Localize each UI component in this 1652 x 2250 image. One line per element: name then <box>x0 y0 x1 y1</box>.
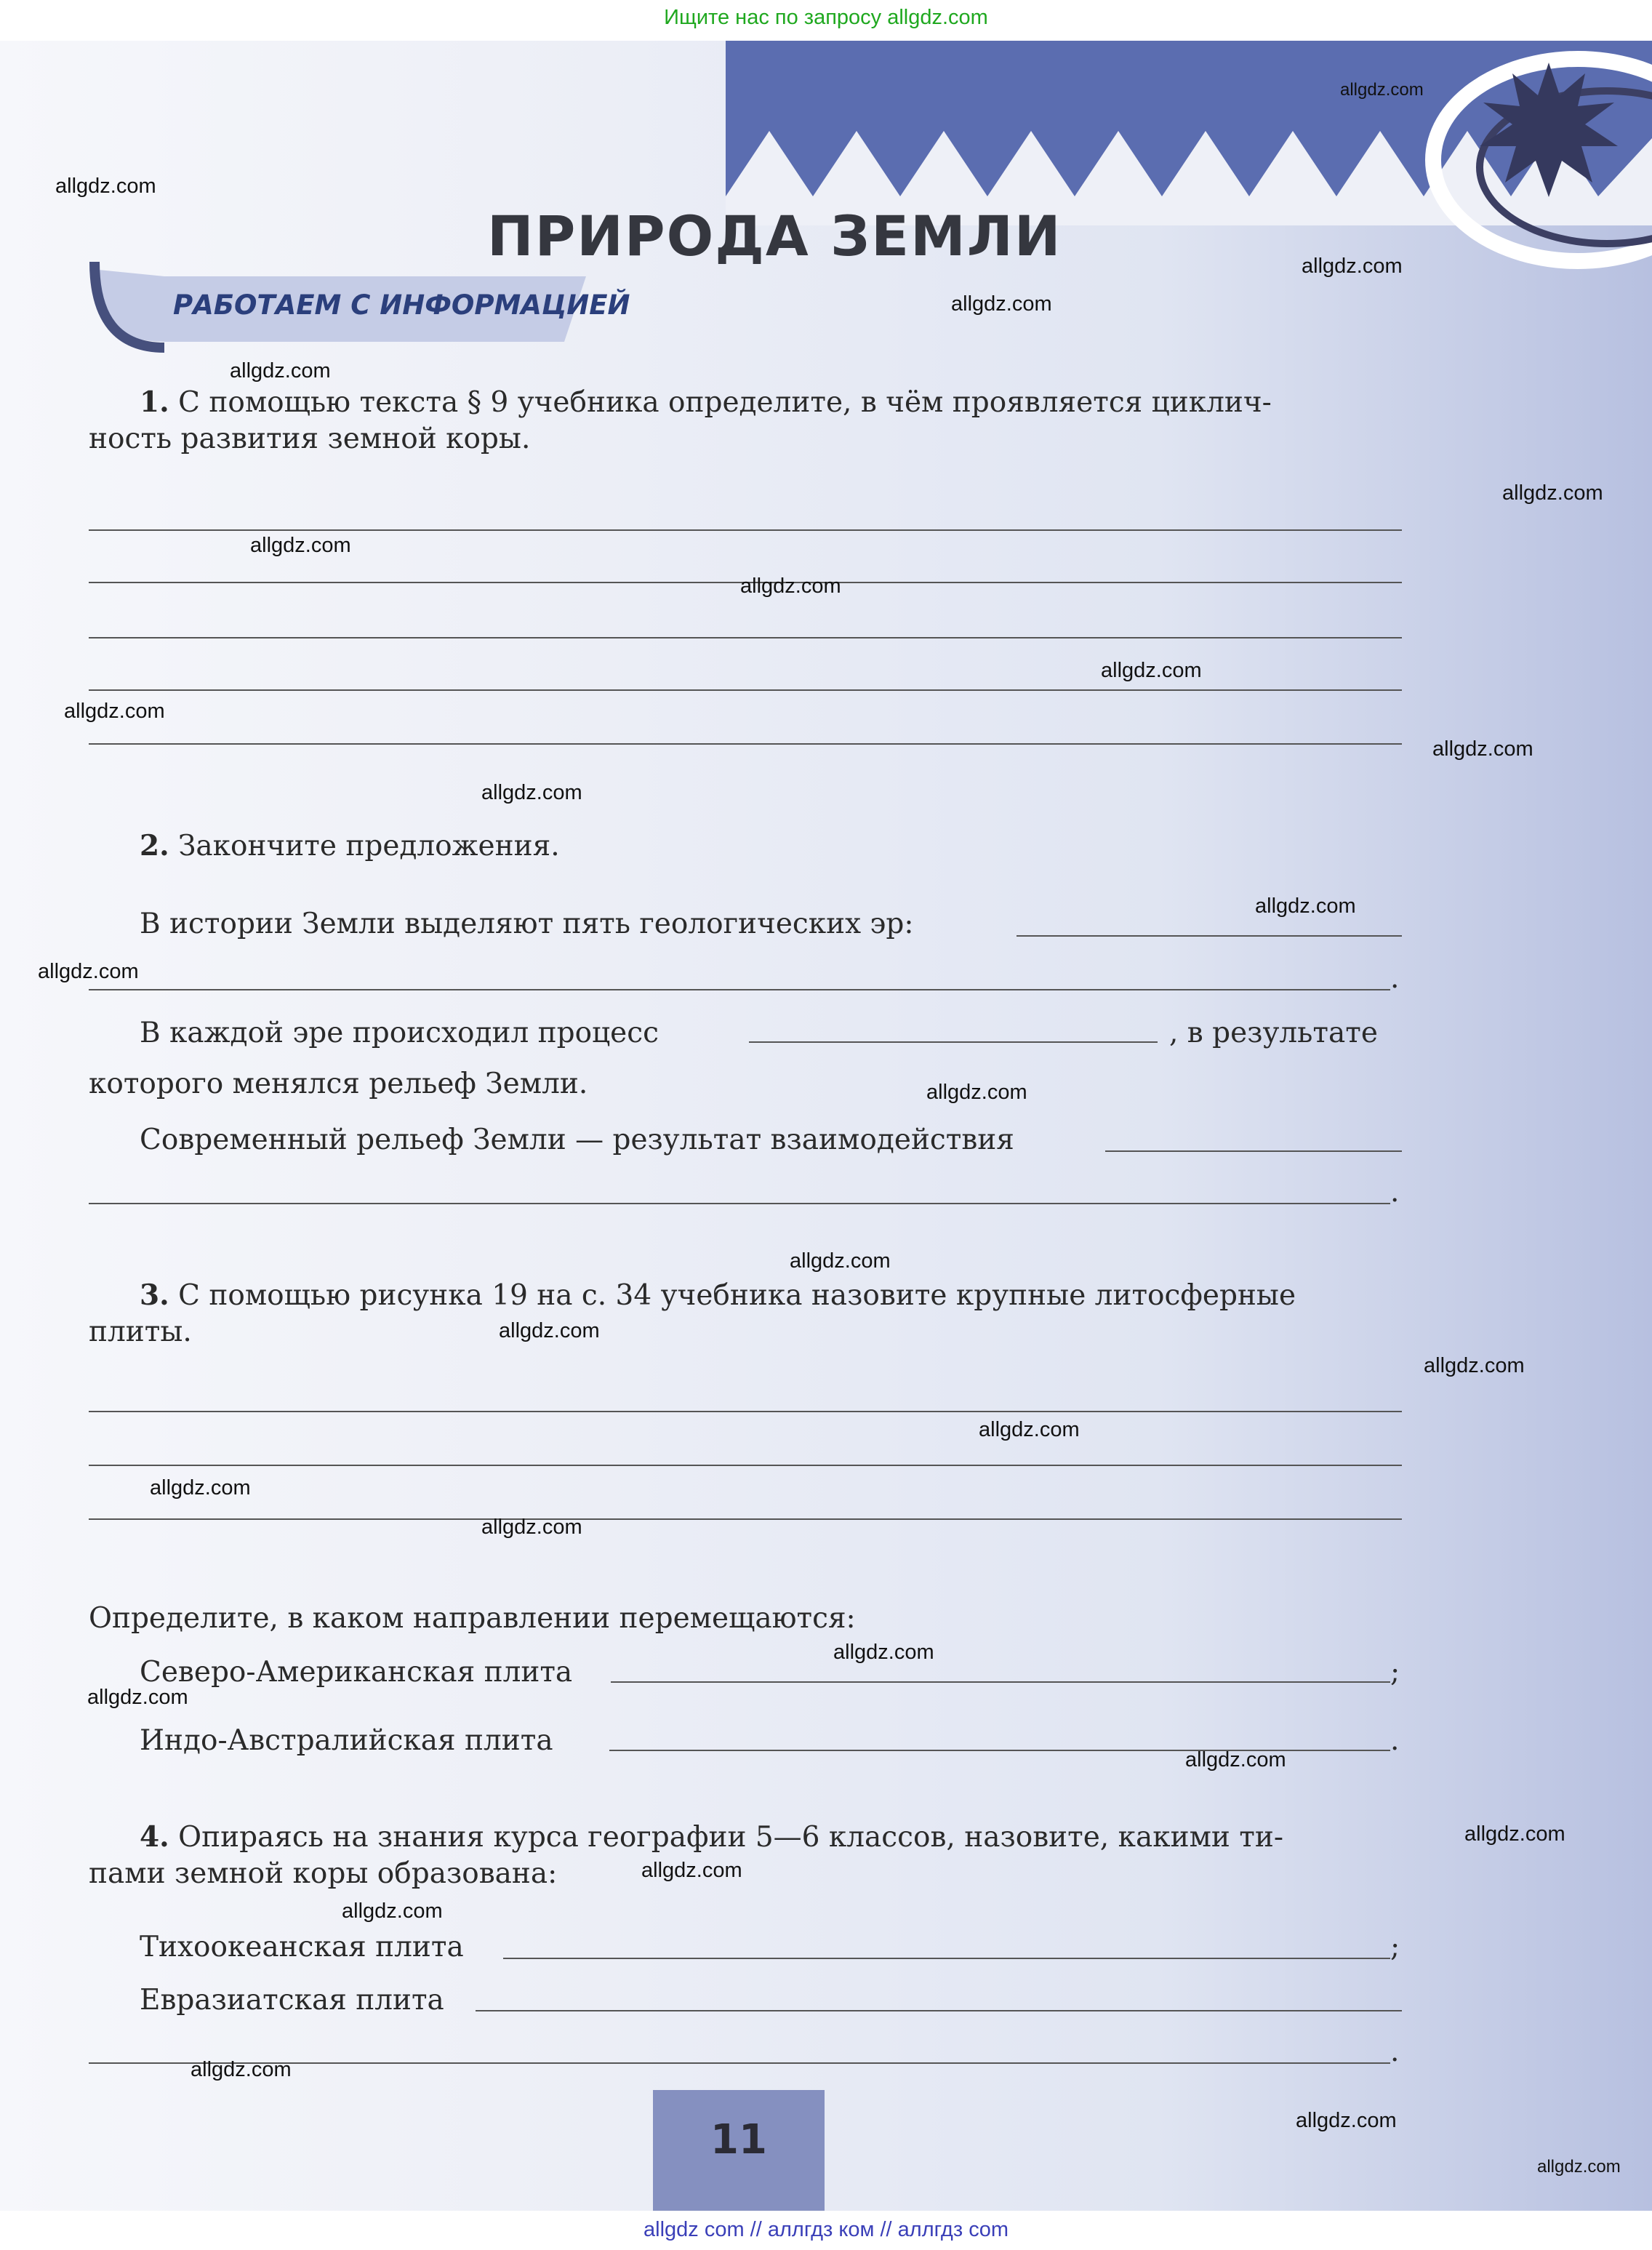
answer-line[interactable] <box>1017 935 1402 937</box>
watermark: allgdz.com <box>1502 481 1603 505</box>
plate-label-eurasian: Евразиатская плита <box>140 1984 444 2017</box>
page-title: ПРИРОДА ЗЕМЛИ <box>487 204 1062 268</box>
answer-line[interactable] <box>503 1958 1390 1959</box>
task-number: 2. <box>140 829 169 862</box>
watermark: allgdz.com <box>1302 255 1403 278</box>
watermark: allgdz.com <box>1255 894 1356 918</box>
watermark: allgdz.com <box>250 534 351 557</box>
plate-label-indo-australian: Индо-Австралийская плита <box>140 1724 553 1757</box>
task-3-question: Определите, в каком направлении перемещаются: <box>89 1602 856 1635</box>
watermark: allgdz.com <box>64 700 165 723</box>
watermark: allgdz.com <box>55 175 156 198</box>
answer-line[interactable] <box>89 1465 1402 1466</box>
answer-line[interactable] <box>89 689 1402 691</box>
task-2-sentence-3: Современный рельеф Земли — результат взаимодействия <box>140 1124 1014 1156</box>
watermark: allgdz.com <box>1432 737 1533 761</box>
watermark: allgdz.com <box>926 1081 1027 1104</box>
answer-line[interactable] <box>611 1681 1390 1683</box>
sentence-end: ; <box>1390 1931 1400 1963</box>
search-hint-text: Ищите нас по запросу allgdz.com <box>664 6 988 29</box>
task-3-line-1 <box>140 1276 1296 1315</box>
answer-line[interactable] <box>749 1041 1158 1043</box>
answer-line[interactable] <box>89 1203 1390 1204</box>
task-1-line-2: ность развития земной коры. <box>89 423 531 455</box>
watermark: allgdz.com <box>150 1476 251 1500</box>
answer-line[interactable] <box>89 529 1402 531</box>
page-number: 11 <box>710 2116 767 2163</box>
watermark: allgdz.com <box>1340 80 1424 100</box>
task-2-sentence-2b: , в результате <box>1169 1017 1378 1049</box>
answer-line[interactable] <box>1105 1150 1402 1152</box>
task-1-line-1 <box>140 383 1272 422</box>
task-2-sentence-1: В истории Земли выделяют пять геологических эр: <box>140 908 914 940</box>
task-number: 4. <box>140 1820 169 1854</box>
task-4-text: Опираясь на знания курса географии 5—6 классов, назовите, какими ти- <box>178 1821 1284 1854</box>
task-1-text: С помощью текста § 9 учебника определите, в чём проявляется циклич- <box>178 386 1272 419</box>
watermark: allgdz.com <box>481 781 582 804</box>
watermark: allgdz.com <box>740 574 841 598</box>
watermark: allgdz.com <box>230 359 331 383</box>
answer-line[interactable] <box>89 637 1402 638</box>
watermark: allgdz.com <box>87 1686 188 1709</box>
task-3-text: С помощью рисунка 19 на с. 34 учебника назовите крупные литосферные <box>178 1279 1296 1312</box>
watermark: allgdz.com <box>979 1418 1080 1441</box>
task-3-line-2: плиты. <box>89 1316 192 1348</box>
task-2-intro <box>140 827 560 865</box>
answer-line[interactable] <box>89 989 1390 990</box>
answer-line[interactable] <box>476 2010 1402 2011</box>
watermark: allgdz.com <box>790 1249 891 1273</box>
sentence-end: . <box>1390 1724 1400 1757</box>
sentence-end: . <box>1390 1176 1400 1209</box>
task-4-line-2: пами земной коры образована: <box>89 1857 558 1890</box>
answer-line[interactable] <box>89 1411 1402 1412</box>
footer-text: allgdz com // аллгдз ком // аллгдз com <box>643 2218 1009 2241</box>
task-4-line-1 <box>140 1818 1283 1857</box>
footer-banner <box>0 2211 1652 2250</box>
watermark: allgdz.com <box>1101 659 1202 682</box>
watermark: allgdz.com <box>191 2058 292 2081</box>
watermark: allgdz.com <box>1537 2157 1621 2177</box>
watermark: allgdz.com <box>1185 1748 1286 1771</box>
sentence-end: ; <box>1390 1656 1400 1689</box>
watermark: allgdz.com <box>38 960 139 983</box>
answer-line[interactable] <box>89 743 1402 745</box>
task-number: 3. <box>140 1278 169 1312</box>
watermark: allgdz.com <box>342 1899 443 1923</box>
watermark: allgdz.com <box>951 292 1052 316</box>
watermark: allgdz.com <box>641 1859 742 1882</box>
watermark: allgdz.com <box>481 1516 582 1539</box>
sentence-end: . <box>1390 962 1400 995</box>
watermark: allgdz.com <box>1424 1354 1525 1377</box>
answer-line[interactable] <box>89 1518 1402 1520</box>
task-number: 1. <box>140 385 169 419</box>
watermark: allgdz.com <box>833 1641 934 1664</box>
watermark: allgdz.com <box>499 1319 600 1342</box>
task-2-sentence-2c: которого менялся рельеф Земли. <box>89 1068 588 1100</box>
top-search-banner <box>0 0 1652 38</box>
section-label: РАБОТАЕМ С ИНФОРМАЦИЕЙ <box>173 289 630 321</box>
star-icon <box>1476 55 1621 201</box>
task-2-text: Закончите предложения. <box>178 830 560 862</box>
plate-label-pacific: Тихоокеанская плита <box>140 1931 464 1963</box>
task-2-sentence-2a: В каждой эре происходил процесс <box>140 1017 659 1049</box>
plate-label-north-american: Северо-Американская плита <box>140 1656 573 1689</box>
watermark: allgdz.com <box>1464 1822 1565 1846</box>
watermark: allgdz.com <box>1296 2109 1397 2132</box>
sentence-end: . <box>1390 2035 1400 2068</box>
